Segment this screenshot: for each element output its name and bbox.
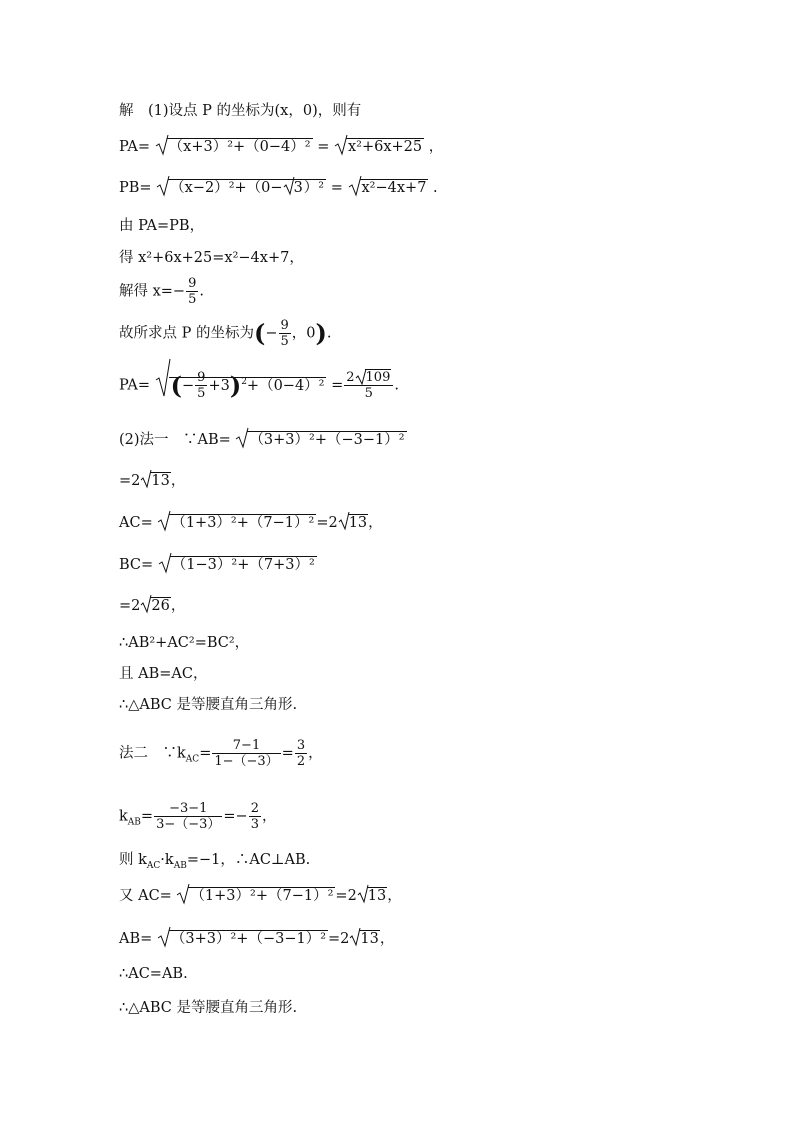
method-label: (2)法一 [119,432,169,448]
conclusion-line [119,695,297,715]
radicand: （1+3）²+（7−1）² [190,888,334,904]
fraction [249,801,261,832]
denominator: 3−（−3） [156,817,221,832]
pa-lhs: PA= [119,139,151,155]
subscript: AC [146,860,161,871]
punct: ， [170,473,186,489]
punct: ， [262,808,277,825]
eq: = [331,377,344,394]
text: 且 AB=AC， [119,666,208,682]
fraction [344,370,393,401]
sqrt-ac [157,513,316,533]
subscript: AB [127,817,141,828]
kac-line [119,738,323,769]
radicand-b: ）² [303,180,325,196]
denominator: 5 [280,334,289,349]
text: 由 PA=PB， [119,218,205,234]
numerator: 2 [250,801,259,816]
bracket-left: ( [253,318,266,348]
subscript: AC [185,754,200,765]
text: 得 x²+6x+25=x²−4x+7， [119,250,304,266]
perp-line [119,850,310,876]
sqrt-ab [235,430,406,450]
coord-line [119,318,331,349]
radicand [168,179,326,196]
sqrt-ab2 [157,929,328,949]
eq: = [140,808,154,825]
text: BC= [119,557,154,573]
punct: ， [428,139,444,155]
bc-result-line [119,596,185,616]
text: ∴AC=AB. [119,966,188,982]
radicand: （1−3）²+（7+3）² [171,557,315,573]
radicand: （3+3）²+（−3−1）² [170,931,327,947]
text: k [119,808,128,825]
subscript: AB [173,860,187,871]
punct: . [433,180,438,196]
text: ∵k [162,745,186,762]
sqrt-bc [158,555,317,575]
text: 则 k [119,852,147,868]
solve-line [119,276,204,307]
bc-line [119,555,317,575]
numerator: 9 [188,276,197,291]
pb-line [119,178,438,198]
sqrt-13 [349,929,379,949]
fraction [295,738,307,769]
radicand: x²−4x+7 [361,180,427,196]
radicand: 13 [367,888,387,904]
radicand: 13 [348,515,368,531]
text: =2 [119,473,141,489]
radicand: 26 [151,598,170,614]
eq: =− [223,808,248,825]
fraction [212,738,280,769]
radicand: 3 [293,180,303,196]
text: PA= [119,377,151,394]
text: 解得 x=− [119,283,186,300]
radicand: 13 [360,931,379,947]
sqrt-13 [357,886,387,906]
bracket-left: ( [170,370,183,400]
text: =2 [335,888,357,904]
pb-lhs: PB= [119,180,152,196]
sqrt-26 [140,596,170,616]
denominator: 5 [364,386,373,401]
pa2-line [119,370,399,401]
radicand: 109 [365,370,391,385]
denominator: 3 [250,817,259,832]
kab-line [119,801,277,832]
conclusion2-line [119,998,297,1018]
text: AB= [119,931,153,947]
text: ∵AB= [183,432,231,448]
punct: ， [308,745,323,762]
text: =2 [328,931,350,947]
radicand: x²+6x+25 [347,139,423,155]
text: =2 [119,598,141,614]
numerator: 9 [280,318,289,333]
punct: . [326,325,332,342]
numerator: 7−1 [212,738,280,754]
text: ∴△ABC 是等腰直角三角形. [119,697,298,713]
text: +3 [208,377,230,394]
denominator: 2 [296,754,306,769]
intro-text: 解 (1)设点 P 的坐标为(x，0)，则有 [119,103,362,119]
numerator [344,370,393,386]
text: =−1，∴AC⊥AB. [186,852,311,868]
text: ·k [160,852,174,868]
minus: − [265,325,278,342]
bracket-right: ) [229,370,242,400]
equal-line [119,664,207,684]
ac-eq-ab-line [119,964,188,984]
fraction [195,370,207,401]
eq: = [330,180,343,196]
exponent: 2 [241,376,247,387]
radicand: （3+3）²+（−3−1）² [249,432,405,448]
ac-line [119,513,383,533]
eq: = [199,745,212,762]
fraction [186,276,198,307]
text: 故所求点 P 的坐标为 [119,325,254,342]
numerator: 9 [197,370,206,385]
radicand: （x+3）²+（0−4）² [168,139,311,155]
pyth-line [119,633,249,653]
method-label: 法二 [119,745,148,762]
sqrt-pa-1 [155,137,313,157]
sqrt-3 [283,178,304,198]
ab-result-line [119,471,185,491]
text: ∴AB²+AC²=BC²， [119,635,250,651]
sqrt-pb-1 [156,178,326,198]
intro-line [119,101,361,121]
radicand: 13 [151,473,170,489]
sqrt-pa-2 [334,137,424,157]
text: =2 [316,515,338,531]
punct: ， [379,931,395,947]
text: ∴△ABC 是等腰直角三角形. [119,1000,298,1016]
sqrt-ac2 [176,886,335,906]
ab2-line [119,929,394,949]
get-line [119,248,304,268]
text: 又 AC= [119,888,172,904]
denominator: 5 [197,386,206,401]
denominator: 5 [188,292,197,307]
numerator: −3−1 [154,801,222,817]
bracket-right: ) [315,318,327,348]
method1-ab-line [119,430,407,450]
punct: . [394,377,399,394]
punct: ， [387,888,402,904]
punct: . [199,283,204,300]
denominator: 1−（−3） [214,754,279,769]
eq: = [281,745,294,762]
eq: = [317,139,330,155]
sqrt-pb-2 [348,178,429,198]
radicand-a: （x−2）²+（0− [170,180,283,196]
coef: 2 [346,370,355,385]
sqrt-pa2 [155,370,327,401]
eq-line [119,216,204,236]
punct: ， [170,598,186,614]
sqrt-109 [355,370,392,385]
sqrt-13 [140,471,170,491]
punct: ， [368,515,383,531]
text: ，0 [291,325,316,342]
ac2-line [119,886,402,906]
pa-line [119,137,443,157]
fraction [279,318,291,349]
fraction [154,801,222,832]
text: +（0−4）² [246,377,325,394]
minus: − [182,377,195,394]
text: AC= [119,515,153,531]
numerator: 3 [296,738,306,753]
radicand [169,370,327,401]
sqrt-13 [338,513,368,533]
radicand: （1+3）²+（7−1）² [171,515,315,531]
